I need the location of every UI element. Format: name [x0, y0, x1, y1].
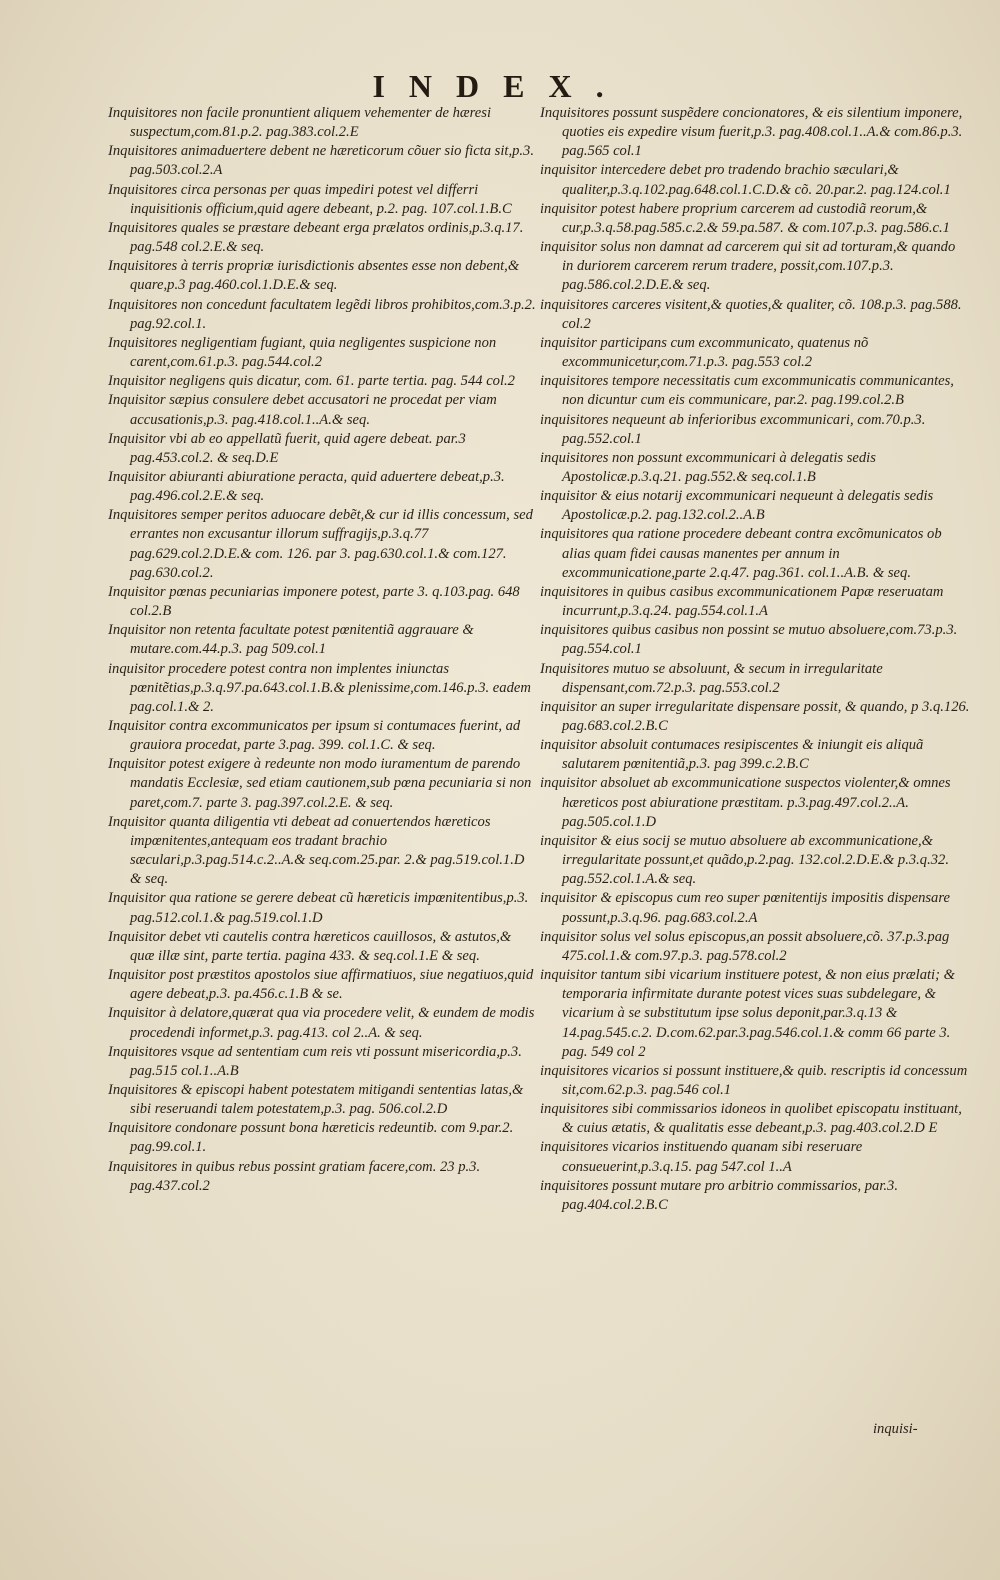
- index-entry: inquisitor tantum sibi vicarium instituere potest, & non eius prælati; & temporaria infirmitate durante potest vices suas subdelegare, & vicarium à se substitutum ipse solus deponit,par.3.q.13 & 14.pag.545.c.2. D.com.62.par.3.pag.546.col.1.& comm 66 parte 3. pag. 549 col 2: [540, 967, 959, 1060]
- index-entry: inquisitor & eius notarij excommunicari nequeunt à delegatis sedis Apostolicæ.p.2. pag.132.col.2..A.B: [540, 488, 937, 524]
- left-column: [108, 104, 538, 1196]
- index-entry: inquisitores qua ratione procedere debeant contra excõmunicatos ob alias quam fidei causas manentes per annum in excommunicatione,parte 2.q.47. pag.361. col.1..A.B. & seq.: [540, 526, 946, 581]
- catchword: inquisi-: [873, 1421, 918, 1437]
- index-entry: Inquisitor vbi ab eo appellatũ fuerit, quid agere debeat. par.3 pag.453.col.2. & seq.D.E: [108, 430, 470, 466]
- index-entry: inquisitor intercedere debet pro tradendo brachio sæculari,& qualiter,p.3.q.102.pag.648.col.1.C.D.& cõ. 20.par.2. pag.124.col.1: [540, 162, 951, 198]
- index-entry: Inquisitores in quibus rebus possint gratiam facere,com. 23 p.3. pag.437.col.2: [108, 1158, 484, 1194]
- index-entry: inquisitor & episcopus cum reo super pœnitentijs impositis dispensare possunt,p.3.q.96. pag.683.col.2.A: [540, 890, 954, 926]
- index-entry: Inquisitor non retenta facultate potest pœnitentiã aggrauare & mutare.com.44.p.3. pag 509.col.1: [108, 622, 478, 658]
- index-entry: Inquisitor abiuranti abiuratione peracta, quid aduertere debeat,p.3. pag.496.col.2.E.& seq.: [108, 468, 509, 505]
- index-entry: inquisitores vicarios si possunt instituere,& quib. rescriptis id concessum sit,com.62.p.3. pag.546 col.1: [540, 1062, 971, 1098]
- index-entry: Inquisitores semper peritos aduocare debẽt,& cur id illis concessum, sed errantes non excusantur illorum suffragijs,p.3.q.77 pag.629.col.2.D.E.& com. 126. par 3. pag.630.col.1.& com.127. pag.630.col.2.: [108, 507, 537, 581]
- index-entry: inquisitores in quibus casibus excommunicationem Papæ reseruatam incurrunt,p.3.q.24. pag.554.col.1.A: [540, 583, 948, 620]
- index-entry: Inquisitores quales se præstare debeant erga prælatos ordinis,p.3.q.17. pag.548 col.2.E.& seq.: [108, 219, 528, 256]
- index-entry: Inquisitor negligens quis dicatur, com. 61. parte tertia. pag. 544 col.2: [108, 373, 515, 390]
- index-entry: Inquisitores & episcopi habent potestatem mitigandi sententias latas,& sibi reseruandi talem potestatem,p.3. pag. 506.col.2.D: [108, 1081, 528, 1118]
- index-entry: Inquisitores non concedunt facultatem legẽdi libros prohibitos,com.3.p.2. pag.92.col.1.: [108, 296, 540, 332]
- index-entry: inquisitores non possunt excommunicari à delegatis sedis Apostolicæ.p.3.q.21. pag.552.& seq.col.1.B: [540, 449, 880, 485]
- index-entry: Inquisitor potest exigere à redeunte non modo iuramentum de parendo mandatis Ecclesiæ, sed etiam cautionem,sub pœna pecuniaria si non paret,com.7. parte 3. pag.397.col.2.E. & seq.: [108, 756, 535, 811]
- index-entry: Inquisitor debet vti cautelis contra hæreticos cauillosos, & astutos,& quæ illæ sint, parte tertia. pagina 433. & seq.col.1.E & seq.: [108, 928, 515, 964]
- index-entry: inquisitores sibi commissarios idoneos in quolibet episcopatu instituant, & cuius ætatis, & qualitatis esse debeant,p.3. pag.403.col.2.D E: [540, 1101, 966, 1137]
- index-entry: inquisitores carceres visitent,& quoties,& qualiter, cõ. 108.p.3. pag.588. col.2: [540, 296, 966, 332]
- index-entry: Inquisitores possunt suspẽdere concionatores, & eis silentium imponere, quoties eis expedire visum fuerit,p.3. pag.408.col.1..A.& com.86.p.3. pag.565 col.1: [540, 105, 966, 160]
- index-entry: Inquisitor à delatore,quærat qua via procedere velit, & eundem de modis procedendi informet,p.3. pag.413. col 2..A. & seq.: [108, 1005, 539, 1041]
- index-entry: Inquisitor qua ratione se gerere debeat cũ hæreticis impœnitentibus,p.3. pag.512.col.1.& pag.519.col.1.D: [108, 890, 532, 926]
- index-entry: inquisitores quibus casibus non possint se mutuo absoluere,com.73.p.3. pag.554.col.1: [540, 622, 961, 658]
- index-entry: inquisitores possunt mutare pro arbitrio commissarios, par.3. pag.404.col.2.B.C: [540, 1177, 902, 1213]
- index-entry: Inquisitores vsque ad sententiam cum reis vti possunt misericordia,p.3. pag.515 col.1..A.B: [108, 1043, 526, 1079]
- index-entry: Inquisitor sæpius consulere debet accusatori ne procedat per viam accusationis,p.3. pag.418.col.1..A.& seq.: [108, 392, 501, 428]
- index-entry: inquisitor absoluit contumaces resipiscentes & iniungit eis aliquã salutarem pœnitentiã,p.3. pag 399.c.2.B.C: [540, 737, 927, 773]
- index-entry: inquisitor an super irregularitate dispensare possit, & quando, p 3.q.126. pag.683.col.2.B.C: [540, 698, 974, 734]
- index-entry: Inquisitores mutuo se absoluunt, & secum in irregularitate dispensant,com.72.p.3. pag.553.col.2: [540, 660, 887, 696]
- index-entry: inquisitores nequeunt ab inferioribus excommunicari, com.70.p.3. pag.552.col.1: [540, 411, 929, 447]
- index-entry: Inquisitor quanta diligentia vti debeat ad conuertendos hæreticos impœnitentes,antequam eos tradant brachio sæculari,p.3.pag.514.c.2..A.& seq.com.25.par. 2.& pag.519.col.1.D & seq.: [108, 813, 529, 888]
- index-entry: inquisitor solus non damnat ad carcerem qui sit ad torturam,& quando in duriorem carcerem rerum tradere, possit,com.107.p.3. pag.586.col.2.D.E.& seq.: [540, 239, 959, 294]
- page-title: INDEX.: [372, 68, 628, 104]
- index-entry: inquisitores tempore necessitatis cum excommunicatis communicantes, non dicuntur cum eis communicare, par.2. pag.199.col.2.B: [540, 373, 958, 409]
- index-entry: inquisitores vicarios instituendo quanam sibi reseruare consueuerint,p.3.q.15. pag 547.col 1..A: [540, 1139, 866, 1175]
- index-entry: inquisitor absoluet ab excommunicatione suspectos violenter,& omnes hæreticos post abiuratione præstitam. p.3.pag.497.col.2..A. pag.505.col.1.D: [540, 775, 955, 830]
- index-entry: inquisitor participans cum excommunicato, quatenus nõ excommunicetur,com.71.p.3. pag.553 col.2: [540, 334, 872, 371]
- right-column: [540, 104, 974, 1215]
- index-entry: Inquisitore condonare possunt bona hæreticis redeuntib. com 9.par.2. pag.99.col.1.: [108, 1120, 517, 1156]
- index-entry: inquisitor procedere potest contra non implentes iniunctas pœnitẽtias,p.3.q.97.pa.643.col.1.B.& plenissime,com.146.p.3. eadem pag.col.1.& 2.: [108, 660, 535, 715]
- index-entry: Inquisitores à terris propriæ iurisdictionis absentes esse non debent,& quare,p.3 pag.460.col.1.D.E.& seq.: [108, 258, 523, 294]
- index-entry: Inquisitores circa personas per quas impediri potest vel differri inquisitionis officium,quid agere debeant, p.2. pag. 107.col.1.B.C: [108, 181, 512, 217]
- index-entry: Inquisitores non facile pronuntient aliquem vehementer de hæresi suspectum,com.81.p.2. pag.383.col.2.E: [108, 105, 495, 141]
- index-entry: Inquisitor pœnas pecuniarias imponere potest, parte 3. q.103.pag. 648 col.2.B: [108, 583, 524, 620]
- index-entry: Inquisitores animaduertere debent ne hæreticorum cõuer sio ficta sit,p.3. pag.503.col.2.A: [108, 143, 538, 179]
- index-entry: Inquisitores negligentiam fugiant, quia negligentes suspicione non carent,com.61.p.3. pag.544.col.2: [108, 334, 500, 371]
- index-entry: Inquisitor post præstitos apostolos siue affirmatiuos, siue negatiuos,quid agere debeat,p.3. pa.456.c.1.B & se.: [108, 967, 537, 1003]
- index-entry: inquisitor & eius socij se mutuo absoluere ab excommunicatione,& irregularitate possunt,et quãdo,p.2.pag. 132.col.2.D.E.& p.3.q.32. pag.552.col.1.A.& seq.: [540, 832, 953, 888]
- index-entry: inquisitor solus vel solus episcopus,an possit absoluere,cõ. 37.p.3.pag 475.col.1.& com.97.p.3. pag.578.col.2: [540, 928, 953, 964]
- index-entry: Inquisitor contra excommunicatos per ipsum si contumaces fuerint, ad grauiora procedat, parte 3.pag. 399. col.1.C. & seq.: [108, 718, 524, 754]
- index-entry: inquisitor potest habere proprium carcerem ad custodiã reorum,& cur,p.3.q.58.pag.585.c.2.& 59.pa.587. & com.107.p.3. pag.586.c.1: [540, 200, 950, 236]
